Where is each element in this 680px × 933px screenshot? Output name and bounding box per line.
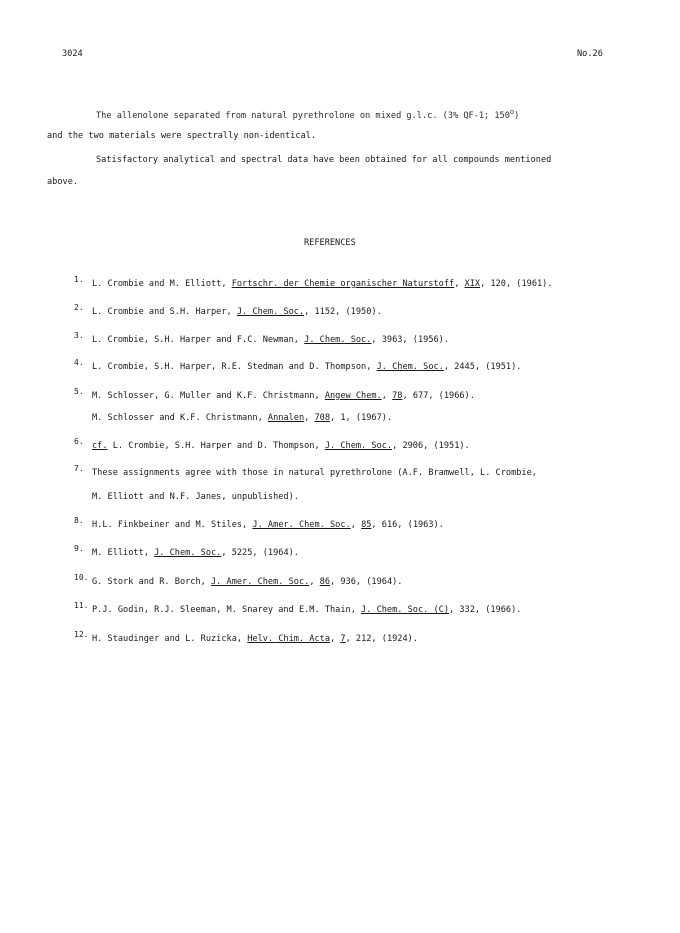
reference-text — [92, 548, 299, 558]
reference-fragment: L. Crombie, S.H. Harper, R.E. Stedman and D. Thompson, — [92, 362, 377, 372]
reference-source: Helv. Chim. Acta — [247, 634, 331, 644]
paragraph-1-line-1-text: The allenolone separated from natural pyrethrolone on mixed g.l.c. (3% QF-1; 150 — [96, 110, 510, 121]
reference-fragment: , 3963, (1956). — [371, 335, 450, 345]
paragraph-1-line-2: and the two materials were spectrally non-identical. — [47, 131, 317, 141]
reference-source: J. Chem. Soc. — [376, 362, 444, 372]
reference-number: 9. — [74, 544, 84, 553]
reference-text — [92, 307, 382, 317]
reference-source: J. Chem. Soc. — [324, 441, 393, 451]
reference-fragment: H. Staudinger and L. Ruzicka, — [92, 634, 248, 644]
reference-number: 1. — [74, 275, 84, 284]
reference-number: 10. — [74, 573, 89, 582]
reference-fragment: H.L. Finkbeiner and M. Stiles, — [92, 520, 253, 530]
reference-number: 8. — [74, 516, 84, 525]
reference-fragment: , — [304, 413, 315, 423]
reference-text — [92, 362, 521, 372]
reference-text — [92, 391, 475, 401]
reference-text — [92, 605, 521, 615]
paragraph-1-line-1 — [96, 108, 519, 121]
reference-fragment: , 677, (1966). — [402, 391, 475, 401]
reference-source: 86 — [319, 577, 331, 587]
reference-source: J. Amer. Chem. Soc. — [252, 520, 351, 530]
reference-text — [92, 468, 537, 478]
reference-fragment: , 2906, (1951). — [392, 441, 470, 451]
reference-text — [92, 634, 418, 644]
page-number: 3024 — [62, 49, 83, 59]
references-heading: REFERENCES — [304, 238, 356, 248]
reference-fragment: , 2445, (1951). — [443, 362, 522, 372]
reference-text — [92, 441, 470, 451]
reference-fragment: , — [309, 577, 320, 587]
reference-fragment: , 5225, (1964). — [221, 548, 299, 558]
reference-source: 78 — [392, 391, 403, 401]
reference-fragment: M. Elliott, — [92, 548, 155, 558]
reference-source: 708 — [314, 413, 331, 423]
reference-source: 7 — [340, 634, 346, 644]
reference-text — [92, 413, 392, 423]
reference-fragment: G. Stork and R. Borch, — [92, 577, 211, 587]
reference-source: Fortschr. der Chemie organischer Naturstoff — [231, 279, 455, 289]
reference-fragment: M. Elliott and N.F. Janes, unpublished). — [92, 492, 299, 502]
reference-source: Annalen — [267, 413, 305, 423]
reference-fragment: M. Schlosser, G. Muller and K.F. Christmann, — [92, 391, 325, 401]
reference-text — [92, 520, 444, 530]
reference-fragment: L. Crombie and M. Elliott, — [92, 279, 232, 289]
reference-fragment: P.J. Godin, R.J. Sleeman, M. Snarey and E.M. Thain, — [92, 605, 362, 615]
paragraph-2-line-1: Satisfactory analytical and spectral data have been obtained for all compounds mentioned — [96, 155, 552, 165]
reference-fragment: , 332, (1966). — [449, 605, 522, 615]
reference-source: J. Chem. Soc. (C) — [361, 605, 450, 615]
reference-fragment: , 212, (1924). — [345, 634, 418, 644]
reference-text — [92, 335, 449, 345]
reference-fragment: , — [381, 391, 393, 401]
reference-fragment: , — [350, 520, 362, 530]
reference-source: XIX — [464, 279, 481, 289]
reference-fragment: , — [330, 634, 341, 644]
reference-number: 11. — [74, 601, 89, 610]
reference-source: J. Amer. Chem. Soc. — [211, 577, 310, 587]
reference-fragment: L. Crombie, S.H. Harper and F.C. Newman, — [92, 335, 305, 345]
reference-source: J. Chem. Soc. — [304, 335, 372, 345]
reference-fragment: , — [454, 279, 465, 289]
reference-text — [92, 577, 402, 587]
reference-fragment: L. Crombie, S.H. Harper and D. Thompson, — [107, 441, 325, 451]
journal-issue: No.26 — [577, 49, 603, 59]
reference-fragment: , 936, (1964). — [330, 577, 403, 587]
reference-text — [92, 492, 299, 502]
reference-fragment: , 616, (1963). — [371, 520, 444, 530]
reference-fragment: , 1152, (1950). — [304, 307, 382, 317]
reference-number: 3. — [74, 331, 84, 340]
reference-source: J. Chem. Soc. — [154, 548, 222, 558]
reference-text — [92, 279, 553, 289]
reference-fragment: L. Crombie and S.H. Harper, — [92, 307, 237, 317]
paragraph-2-line-2: above. — [47, 177, 79, 187]
reference-fragment: , 120, (1961). — [480, 279, 553, 289]
reference-fragment: , 1, (1967). — [330, 413, 393, 423]
reference-number: 4. — [74, 358, 84, 367]
reference-number: 12. — [74, 630, 89, 639]
reference-source: J. Chem. Soc. — [236, 307, 305, 317]
reference-fragment: M. Schlosser and K.F. Christmann, — [92, 413, 268, 423]
reference-number: 5. — [74, 387, 84, 396]
paragraph-1-line-1-close: ) — [514, 110, 520, 121]
reference-fragment: These assignments agree with those in natural pyrethrolone (A.F. Bramwell, L. Crombie, — [92, 468, 537, 478]
reference-number: 7. — [74, 464, 84, 473]
reference-source: cf. — [92, 441, 108, 451]
reference-number: 6. — [74, 437, 84, 446]
reference-number: 2. — [74, 303, 84, 312]
reference-source: Angew Chem. — [324, 391, 382, 401]
degree-sign: o — [509, 108, 515, 116]
reference-source: 85 — [361, 520, 372, 530]
